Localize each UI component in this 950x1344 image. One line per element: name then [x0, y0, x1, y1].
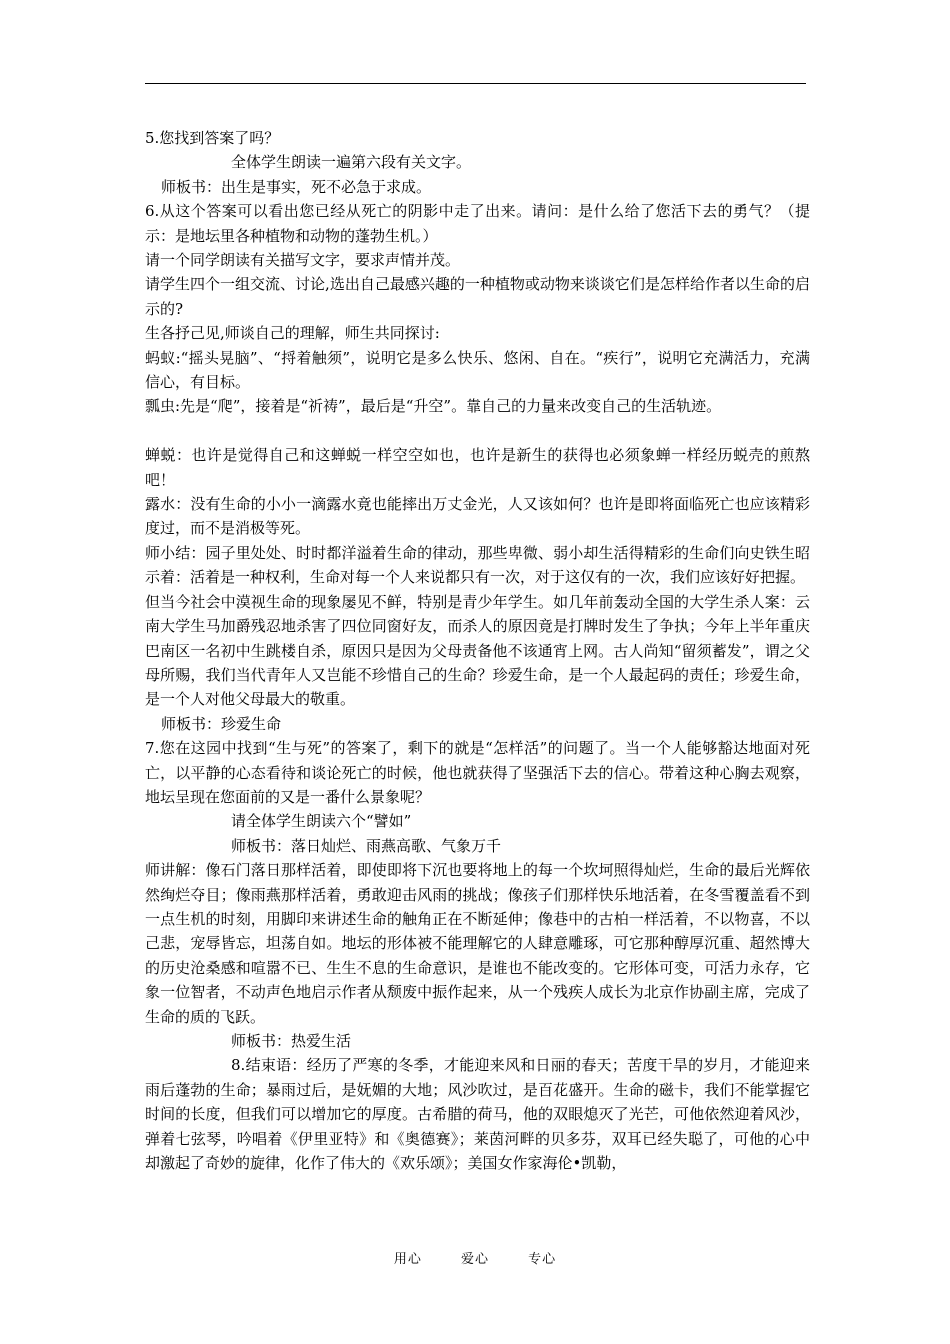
paragraph: 蝉蜕：也许是觉得自己和这蝉蜕一样空空如也，也许是新生的获得也必须象蝉一样经历蜕壳的煎熬吧！	[145, 446, 810, 489]
header-rule	[145, 83, 806, 84]
paragraph: 5.您找到答案了吗？	[145, 129, 280, 147]
paragraph: 6.从这个答案可以看出您已经从死亡的阴影中走了出来。请问：是什么给了您活下去的勇气？（提示：是地坛里各种植物和动物的蓬勃生机。）	[145, 202, 810, 245]
paragraph: 7.您在这园中找到“生与死”的答案了，剩下的就是“怎样活”的问题了。当一个人能够豁达地面对死亡，以平静的心态看待和谈论死亡的时候，他也就获得了坚强活下去的信心。带着这种心胸去观察，地坛呈现在您面前的又是一番什么景象呢？	[145, 739, 810, 806]
blank-line	[145, 419, 810, 443]
paragraph: 请全体学生朗读六个“譬如”	[231, 812, 412, 831]
paragraph: 师板书：落日灿烂、雨燕高歌、气象万千	[231, 836, 502, 855]
paragraph: 请学生四个一组交流、讨论,选出自己最感兴趣的一种植物或动物来谈谈它们是怎样给作者以生命的启示的?	[145, 275, 810, 318]
paragraph: 请一个同学朗读有关描写文字，要求声情并茂。	[145, 251, 461, 270]
paragraph: 8.结束语：经历了严寒的冬季，才能迎来风和日丽的春天；苦度干旱的岁月，才能迎来雨后蓬勃的生命；暴雨过后，是妩媚的大地；风沙吹过，是百花盛开。生命的磁卡，我们不能掌握它时间的长度，但我们可以增加它的厚度。古希腊的荷马，他的双眼熄灭了光芒，可他依然迎着风沙，弹着七弦琴，吟唱着《伊里亚特》和《奥德赛》；莱茵河畔的贝多芬，双耳已经失聪了，可他的心中却激起了奇妙的旋律，化作了伟大的《欢乐颂》；美国女作家海伦•凯勒，	[145, 1056, 810, 1173]
footer-text: 用心	[393, 1252, 422, 1267]
paragraph: 但当今社会中漠视生命的现象屡见不鲜，特别是青少年学生。如几年前轰动全国的大学生杀人案：云南大学生马加爵残忍地杀害了四位同窗好友，而杀人的原因竟是打牌时发生了争执；今年上半年重庆巴南区一名初中生跳楼自杀，原因只是因为父母责备他不该通宵上网。古人尚知“留须蓄发”，谓之父母所赐，我们当代青年人又岂能不珍惜自己的生命？珍爱生命，是一个人最起码的责任；珍爱生命，是一个人对他父母最大的敬重。	[145, 592, 810, 709]
paragraph: 蚂蚁:“摇头晃脑”、“捋着触须”，说明它是多么快乐、悠闲、自在。“疾行”，说明它充满活力，充满信心，有目标。	[145, 348, 810, 392]
page-footer	[0, 1248, 950, 1267]
paragraph: 师讲解：像石门落日那样活着，即使即将下沉也要将地上的每一个坎坷照得灿烂，生命的最后光辉依然绚烂夺目；像雨燕那样活着，勇敢迎击风雨的挑战；像孩子们那样快乐地活着，在冬雪覆盖看不到一点生机的时刻，用脚印来讲述生命的触角正在不断延伸；像巷中的古柏一样活着，不以物喜，不以己悲，宠辱皆忘，坦荡自如。地坛的形体被不能理解它的人肆意雕琢，可它那种醇厚沉重、超然博大的历史沧桑感和喧嚣不已、生生不息的生命意识，是谁也不能改变的。它形体可变，可活力永存，它象一位智者，不动声色地启示作者从颓废中振作起来，从一个残疾人成长为北京作协副主席，完成了生命的质的飞跃。	[145, 861, 810, 1026]
paragraph: 师板书：出生是事实，死不必急于求成。	[161, 177, 432, 196]
paragraph: 瓢虫:先是“爬”，接着是“祈祷”，最后是“升空”。靠自己的力量来改变自己的生活轨迹。	[145, 397, 722, 416]
footer-text: 爱心	[460, 1252, 489, 1267]
paragraph: 生各抒己见,师谈自己的理解，师生共同探讨:	[145, 324, 440, 343]
paragraph: 师板书：珍爱生命	[161, 714, 282, 733]
paragraph: 师板书：热爱生活	[231, 1032, 352, 1051]
paragraph: 全体学生朗读一遍第六段有关文字。	[231, 153, 472, 172]
paragraph: 露水：没有生命的小小一滴露水竟也能摔出万丈金光，人又该如何？也许是即将面临死亡也应该精彩度过，而不是消极等死。	[145, 495, 810, 538]
document-body	[145, 126, 810, 1175]
paragraph: 师小结：园子里处处、时时都洋溢着生命的律动，那些卑微、弱小却生活得精彩的生命们向史铁生昭示着：活着是一种权利，生命对每一个人来说都只有一次，对于这仅有的一次，我们应该好好把握。	[145, 543, 810, 587]
footer-text: 专心	[528, 1252, 557, 1267]
